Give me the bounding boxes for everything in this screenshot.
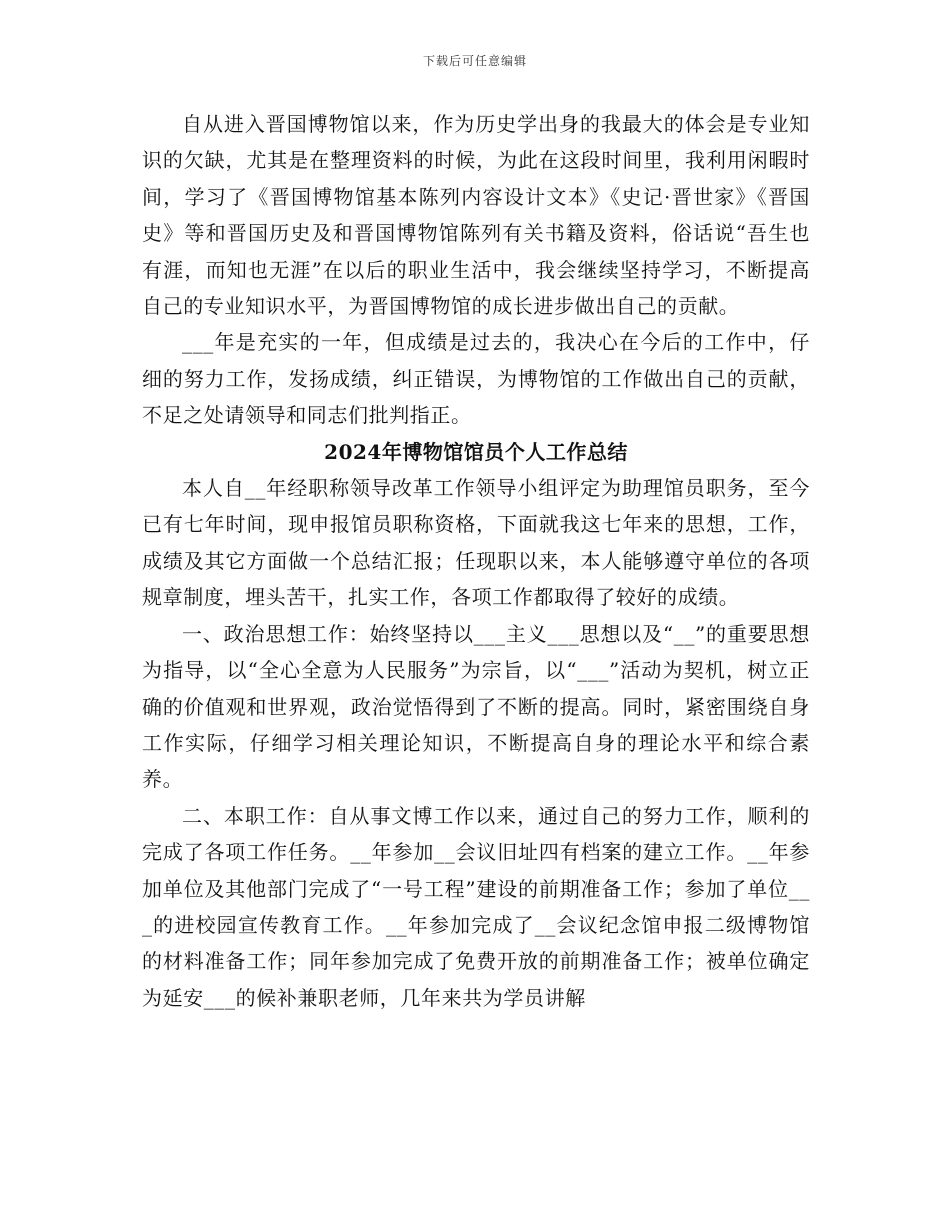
paragraph-study: 自从进入晋国博物馆以来，作为历史学出身的我最大的体会是专业知识的欠缺，尤其是在整理资料的时候，为此在这段时间里，我利用闲暇时间，学习了《晋国博物馆基本陈列内容设计文本》《史记·晋世家》《晋国史》等和晋国历史及和晋国博物馆陈列有关书籍及资料，俗话说“吾生也有涯，而知也无涯”在以后的职业生活中，我会继续坚持学习，不断提高自己的专业知识水平，为晋国博物馆的成长进步做出自己的贡献。 bbox=[142, 112, 810, 319]
section-title: 2024年博物馆馆员个人工作总结 bbox=[324, 439, 628, 464]
paragraph-political: 一、政治思想工作：始终坚持以___主义___思想以及“__”的重要思想为指导，以“全心全意为人民服务”为宗旨，以“___”活动为契机，树立正确的价值观和世界观，政治觉悟得到了不断的提高。同时，紧密围绕自身工作实际，仔细学习相关理论知识，不断提高自身的理论水平和综合素养。 bbox=[142, 621, 810, 792]
document-body bbox=[142, 106, 810, 1016]
paragraph-conclusion: ___年是充实的一年，但成绩是过去的，我决心在今后的工作中，仔细的努力工作，发扬成绩，纠正错误，为博物馆的工作做出自己的贡献，不足之处请领导和同志们批判指正。 bbox=[142, 330, 810, 428]
page-header: 下载后可任意编辑 bbox=[422, 54, 527, 68]
paragraph-duties: 二、本职工作：自从事文博工作以来，通过自己的努力工作，顺利的完成了各项工作任务。__年参加__会议旧址四有档案的建立工作。__年参加单位及其他部门完成了“一号工程”建设的前期准备工作；参加了单位___的进校园宣传教育工作。__年参加完成了__会议纪念馆申报二级博物馆的材料准备工作；同年参加完成了免费开放的前期准备工作；被单位确定为延安___的候补兼职老师，几年来共为学员讲解 bbox=[142, 803, 810, 1010]
paragraph-intro: 本人自__年经职称领导改革工作领导小组评定为助理馆员职务，至今已有七年时间，现申报馆员职称资格，下面就我这七年来的思想，工作，成绩及其它方面做一个总结汇报；任现职以来，本人能够遵守单位的各项规章制度，埋头苦干，扎实工作，各项工作都取得了较好的成绩。 bbox=[142, 476, 810, 610]
